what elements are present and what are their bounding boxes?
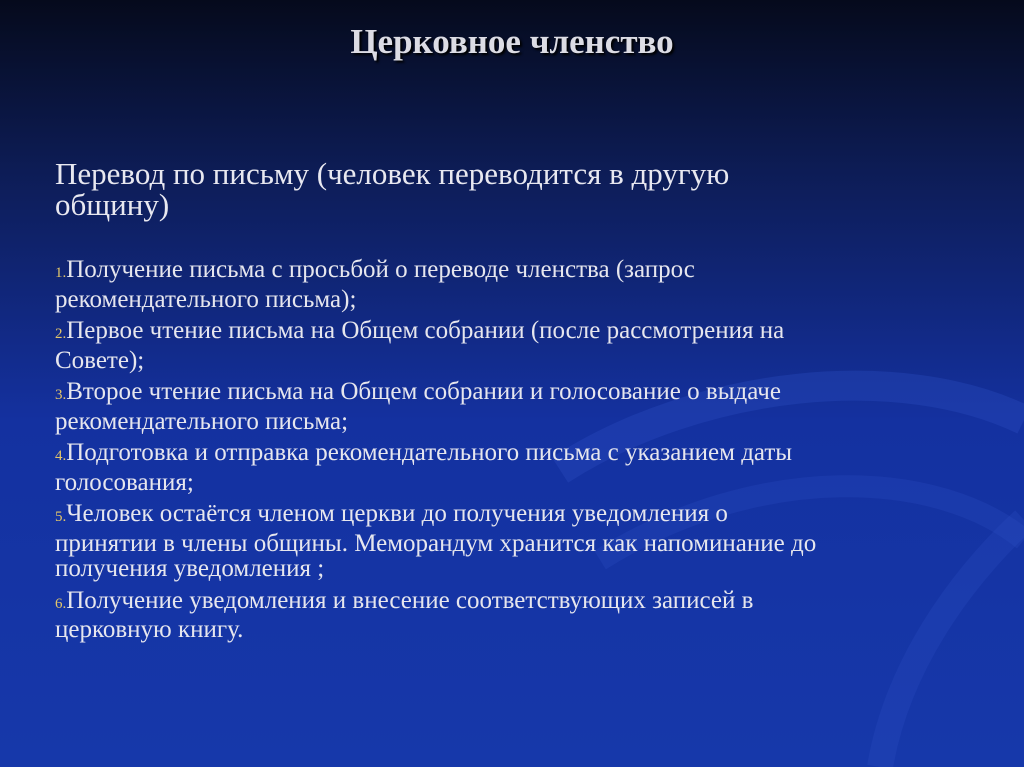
list-item-line	[55, 617, 975, 643]
list-item-number: 4.	[55, 448, 67, 464]
list-item-text: голосования;	[55, 468, 194, 496]
list-item-number: 3.	[55, 387, 67, 403]
list-item-line	[55, 379, 975, 409]
list-item-line	[55, 409, 975, 435]
slide-title: Церковное членство	[350, 22, 674, 61]
list-item-line	[55, 556, 975, 582]
list-item-line	[55, 257, 975, 287]
list-item-number: 1.	[55, 265, 67, 281]
list-item-text: Второе чтение письма на Общем собрании и голосование о выдаче	[66, 378, 781, 405]
list-item-text: принятии в члены общины. Меморандум хранится как напоминание до	[55, 529, 817, 557]
list-item-number: 5.	[55, 509, 67, 525]
list-item	[55, 501, 975, 582]
subtitle-line: общину)	[55, 187, 170, 222]
list-item-text: Первое чтение письма на Общем собрании (после рассмотрения на	[66, 317, 785, 344]
list-item	[55, 379, 975, 434]
slide-subtitle	[55, 158, 729, 220]
list-item-line	[55, 440, 975, 470]
list-item-line	[55, 531, 975, 557]
list-item-text: рекомендательного письма);	[55, 285, 357, 313]
list-item-text: Совете);	[55, 346, 145, 374]
steps-list	[55, 257, 975, 649]
list-item	[55, 440, 975, 495]
list-item	[55, 257, 975, 312]
list-item	[55, 318, 975, 373]
list-item-line	[55, 318, 975, 348]
list-item-text: получения уведомления ;	[55, 555, 325, 582]
list-item-line	[55, 588, 975, 618]
subtitle-line: Перевод по письму (человек переводится в другую	[55, 156, 730, 191]
list-item-number: 6.	[55, 595, 67, 612]
list-item-line	[55, 287, 975, 313]
list-item-line	[55, 470, 975, 496]
list-item-text: рекомендательного письма;	[55, 407, 349, 435]
list-item-number: 2.	[55, 326, 67, 342]
list-item-text: Человек остаётся членом церкви до получения уведомления о	[66, 500, 728, 527]
list-item-line	[55, 501, 975, 531]
list-item-text: Получение уведомления и внесение соответствующих записей в	[66, 586, 754, 614]
list-item	[55, 588, 975, 643]
list-item-line	[55, 348, 975, 374]
list-item-text: Подготовка и отправка рекомендательного письма с указанием даты	[66, 439, 793, 466]
list-item-text: Получение письма с просьбой о переводе членства (запрос	[66, 256, 695, 283]
list-item-text: церковную книгу.	[55, 616, 244, 643]
